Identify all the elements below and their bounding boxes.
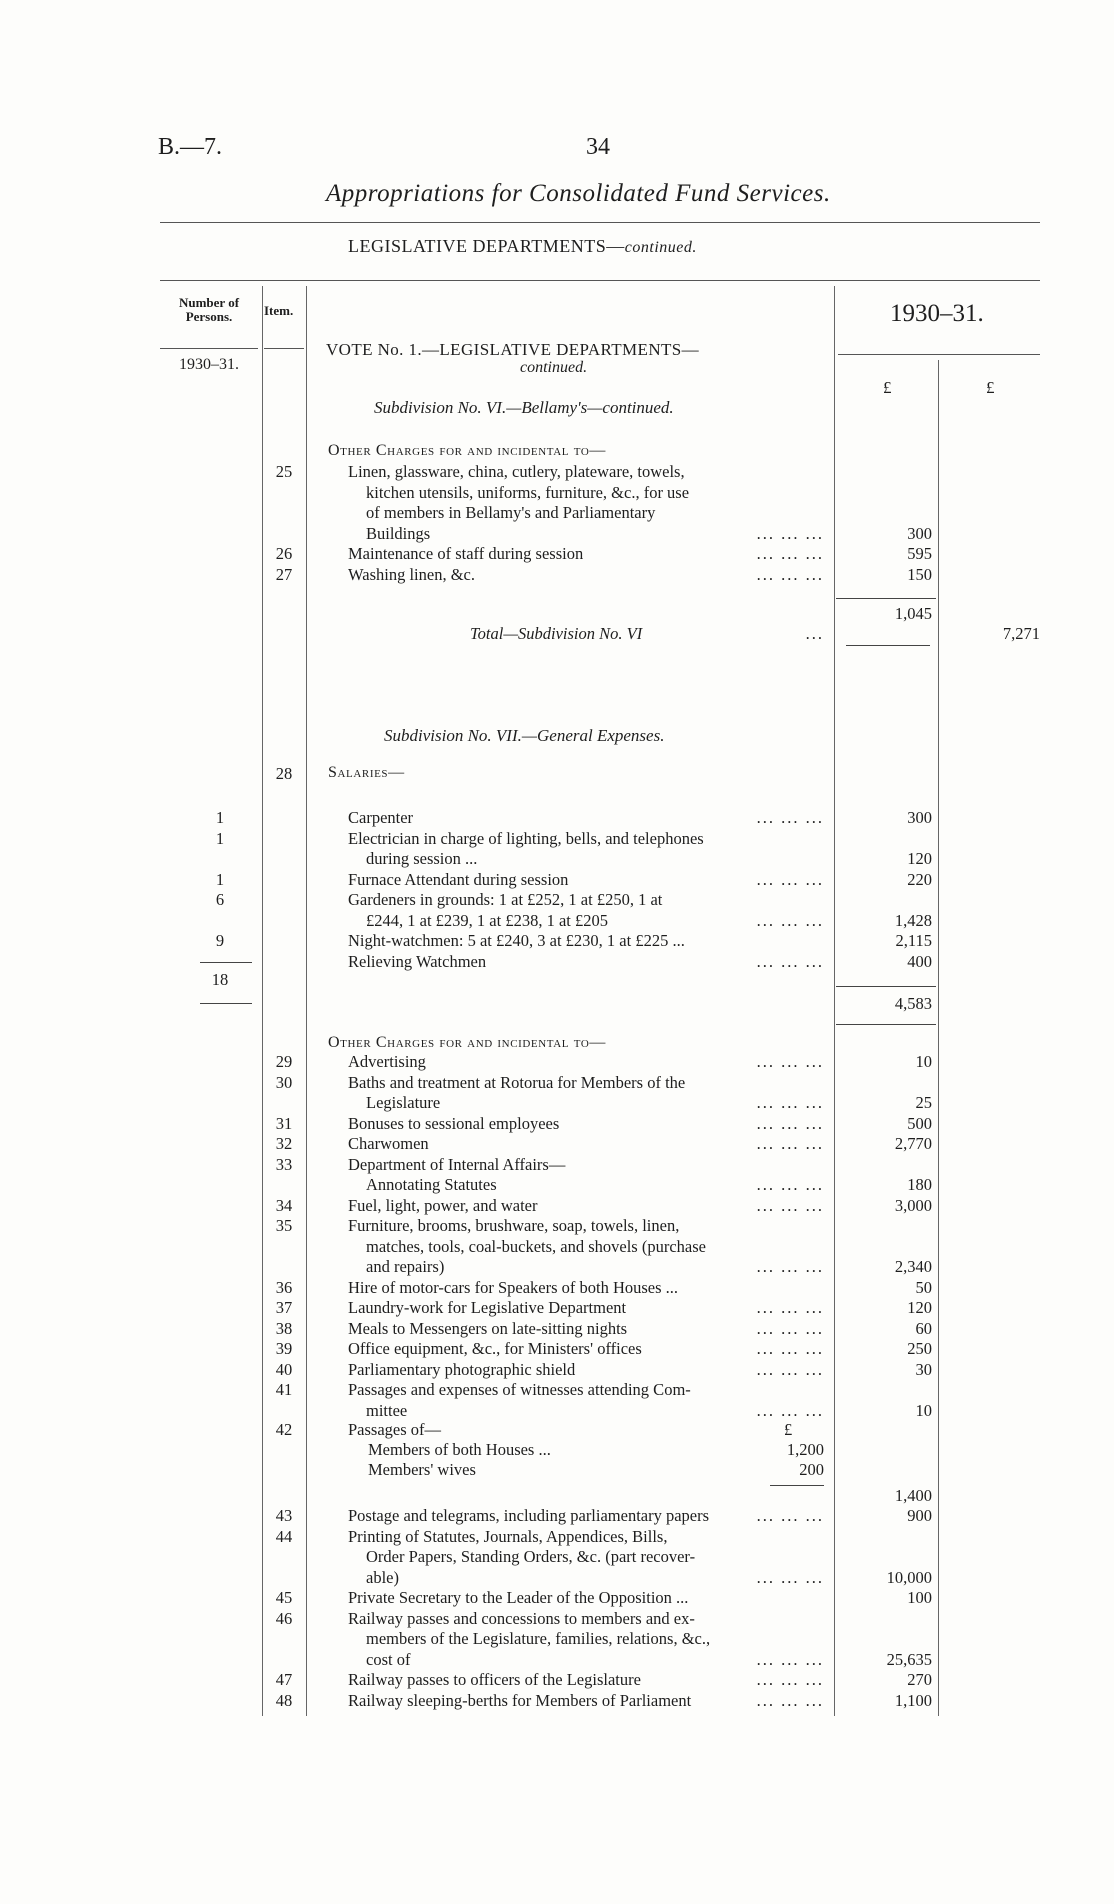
currency-label-2: £ — [986, 378, 995, 397]
table-row — [0, 1073, 1114, 1093]
row-description: Linen, glassware, china, cutlery, plateware, towels, — [348, 462, 824, 482]
row-description: able) ... ... ... — [348, 1568, 824, 1588]
salaries-item-number: 28 — [275, 764, 293, 783]
table-row — [0, 1114, 1114, 1134]
row-amount: 100 — [907, 1588, 932, 1607]
item-number: 37 — [275, 1298, 293, 1317]
table-row — [0, 462, 1114, 482]
persons-year: 1930–31. — [179, 356, 239, 373]
row-amount: 10,000 — [886, 1567, 932, 1587]
row-description: Night-watchmen: 5 at £240, 3 at £230, 1 at £225 ... — [348, 931, 824, 951]
item-number: 41 — [275, 1380, 293, 1399]
row-amount: 25,635 — [886, 1649, 932, 1669]
item-number: 27 — [275, 564, 293, 584]
item-number: 33 — [275, 1154, 293, 1174]
row-description: during session ... — [348, 849, 824, 869]
table-row — [0, 503, 1114, 523]
row-description: cost of ... ... ... — [348, 1650, 824, 1670]
row-amount: 120 — [907, 1298, 932, 1317]
row-description: Electrician in charge of lighting, bells, and telephones — [348, 829, 824, 849]
row-description: Bonuses to sessional employees ... ... ... — [348, 1113, 824, 1133]
row-description: Order Papers, Standing Orders, &c. (part recover- — [348, 1547, 824, 1567]
row-description: Charwomen ... ... ... — [348, 1134, 824, 1153]
row-description: Railway passes and concessions to members and ex- — [348, 1609, 824, 1629]
row-description: Department of Internal Affairs— — [348, 1155, 824, 1175]
table-row — [0, 1257, 1114, 1277]
subdivision-7-other-heading: Other Charges for and incidental to— — [328, 1034, 606, 1051]
item-number: 30 — [275, 1072, 293, 1092]
passages-members-label: Members of both Houses ... — [368, 1440, 551, 1459]
row-amount: 300 — [907, 523, 932, 543]
persons-count: 9 — [215, 931, 225, 950]
row-description: Furniture, brooms, brushware, soap, towels, linen, — [348, 1216, 824, 1236]
table-row — [0, 829, 1114, 849]
salaries-heading: Salaries— — [328, 764, 405, 781]
item-number: 34 — [275, 1195, 293, 1215]
row-description: and repairs) ... ... ... — [348, 1257, 824, 1277]
row-amount: 10 — [915, 1400, 932, 1420]
column-header-persons: Number of Persons. — [178, 295, 240, 324]
passages-wives-row — [0, 1460, 1114, 1480]
persons-count: 1 — [215, 808, 225, 827]
row-description: £244, 1 at £239, 1 at £238, 1 at £205 ... ... ... — [348, 911, 824, 931]
row-amount: 150 — [907, 564, 932, 584]
persons-total-rule-top — [200, 962, 252, 963]
table-row — [0, 483, 1114, 503]
row-amount: 2,115 — [895, 931, 932, 950]
subdivision-6-other-heading: Other Charges for and incidental to— — [328, 442, 606, 459]
vote-continued: continued. — [520, 359, 588, 376]
row-amount: 60 — [915, 1318, 932, 1338]
salaries-total-rule-bottom — [836, 1024, 936, 1025]
row-description: Legislature ... ... ... — [348, 1093, 824, 1113]
item-number: 35 — [275, 1216, 293, 1235]
table-row — [0, 1196, 1114, 1216]
table-row — [0, 1691, 1114, 1711]
table-row — [0, 1670, 1114, 1690]
table-row — [0, 808, 1114, 828]
row-description: Laundry-work for Legislative Department ... ... ... — [348, 1298, 824, 1317]
row-amount: 1,428 — [894, 910, 932, 930]
row-description: Maintenance of staff during session ... ... ... — [348, 544, 824, 563]
table-row — [0, 1568, 1114, 1588]
row-amount: 25 — [915, 1093, 932, 1112]
subdivision-6-subtotal-row — [0, 604, 1114, 624]
table-row — [0, 1052, 1114, 1072]
item-number: 31 — [275, 1113, 293, 1133]
table-row — [0, 1134, 1114, 1154]
table-row — [0, 1360, 1114, 1380]
item-header-rule — [264, 348, 304, 349]
table-row — [0, 1588, 1114, 1608]
table-row — [0, 1547, 1114, 1567]
subtotal-rule-top — [836, 598, 936, 599]
item-number: 29 — [275, 1052, 293, 1071]
salaries-heading-row — [0, 764, 1114, 784]
item-number: 43 — [275, 1506, 293, 1525]
passages-wives-label: Members' wives — [368, 1460, 476, 1479]
section-heading: LEGISLATIVE DEPARTMENTS—continued. — [348, 236, 697, 256]
row-description: Meals to Messengers on late-sitting nights ... ... ... — [348, 1318, 824, 1338]
row-amount: 300 — [907, 808, 932, 827]
table-row — [0, 1155, 1114, 1175]
row-amount: 1,100 — [894, 1690, 932, 1710]
item-number: 26 — [275, 544, 293, 563]
item-number: 32 — [275, 1134, 293, 1153]
table-row — [0, 1278, 1114, 1298]
row-description: Office equipment, &c., for Ministers' offices ... ... ... — [348, 1339, 824, 1358]
table-row — [0, 1339, 1114, 1359]
row-description: Hire of motor-cars for Speakers of both Houses ... — [348, 1278, 824, 1298]
row-description: kitchen utensils, uniforms, furniture, &c., for use — [348, 483, 824, 503]
table-row — [0, 1093, 1114, 1113]
document-code: B.—7. — [158, 134, 223, 160]
row-amount: 120 — [907, 849, 932, 868]
table-row — [0, 911, 1114, 931]
row-description: Buildings ... ... ... — [348, 524, 824, 544]
table-row — [0, 544, 1114, 564]
persons-count: 1 — [215, 869, 225, 889]
item-number: 45 — [275, 1588, 293, 1607]
row-amount: 2,340 — [894, 1257, 932, 1276]
persons-count: 1 — [215, 828, 225, 848]
page-number: 34 — [586, 134, 610, 160]
subdivision-6-total-label: Total—Subdivision No. VI ... — [470, 624, 824, 643]
persons-total: 18 — [211, 970, 229, 989]
table-row — [0, 1319, 1114, 1339]
page-title: Appropriations for Consolidated Fund Services. — [326, 180, 831, 207]
item-number: 44 — [275, 1526, 293, 1546]
table-row — [0, 931, 1114, 951]
row-amount: 10 — [915, 1052, 932, 1071]
row-description: Fuel, light, power, and water ... ... ... — [348, 1195, 824, 1215]
row-description: Advertising ... ... ... — [348, 1052, 824, 1071]
row-description: Baths and treatment at Rotorua for Members of the — [348, 1073, 824, 1093]
currency-label-1: £ — [883, 378, 892, 397]
subdivision-6-subtotal: 1,045 — [894, 604, 932, 623]
row-description: Passages and expenses of witnesses attending Com- — [348, 1380, 824, 1400]
row-description: Washing linen, &c. ... ... ... — [348, 564, 824, 584]
table-row — [0, 849, 1114, 869]
table-row — [0, 1527, 1114, 1547]
row-amount: 500 — [907, 1113, 932, 1133]
row-description: Annotating Statutes ... ... ... — [348, 1175, 824, 1195]
passages-total-row — [0, 1486, 1114, 1506]
table-row — [0, 1175, 1114, 1195]
table-row — [0, 565, 1114, 585]
row-amount: 400 — [907, 951, 932, 971]
row-amount: 220 — [907, 869, 932, 889]
row-description: Relieving Watchmen ... ... ... — [348, 951, 824, 971]
item-number: 36 — [275, 1277, 293, 1297]
row-description: Furnace Attendant during session ... ... ... — [348, 869, 824, 889]
passages-currency: £ — [784, 1420, 793, 1439]
row-description: matches, tools, coal-buckets, and shovels (purchase — [348, 1237, 824, 1257]
table-row — [0, 1216, 1114, 1236]
table-row — [0, 870, 1114, 890]
table-row — [0, 1506, 1114, 1526]
passages-wives-amount: 200 — [799, 1460, 824, 1479]
row-description: Railway sleeping-berths for Members of Parliament ... ... ... — [348, 1690, 824, 1710]
table-row — [0, 1609, 1114, 1629]
item-number: 46 — [275, 1608, 293, 1628]
salaries-total: 4,583 — [894, 994, 932, 1013]
row-amount: 2,770 — [894, 1134, 932, 1153]
row-description: Railway passes to officers of the Legislature ... ... ... — [348, 1670, 824, 1689]
table-top-rule — [160, 280, 1040, 281]
column-header-item: Item. — [264, 303, 294, 318]
item-number: 25 — [275, 462, 293, 481]
row-description: mittee ... ... ... — [348, 1401, 824, 1421]
row-amount: 595 — [907, 544, 932, 563]
row-amount: 50 — [915, 1277, 932, 1297]
table-row — [0, 1298, 1114, 1318]
passages-members-row — [0, 1440, 1114, 1460]
row-amount: 270 — [907, 1670, 932, 1689]
persons-total-row — [0, 970, 1114, 990]
subdivision-7-title: Subdivision No. VII.—General Expenses. — [384, 726, 665, 745]
row-amount: 250 — [907, 1339, 932, 1358]
table-row — [0, 1650, 1114, 1670]
item-number: 48 — [275, 1690, 293, 1710]
passages-row — [0, 1420, 1114, 1440]
row-amount: 3,000 — [894, 1195, 932, 1215]
row-description: Carpenter ... ... ... — [348, 808, 824, 827]
row-description: Postage and telegrams, including parliamentary papers ... ... ... — [348, 1506, 824, 1525]
passages-label: Passages of— — [348, 1420, 442, 1439]
title-rule — [160, 222, 1040, 223]
subtotal-rule-bottom — [846, 645, 930, 646]
salaries-total-row — [0, 994, 1114, 1014]
passages-item-number: 42 — [275, 1420, 293, 1439]
salaries-total-rule-top — [836, 986, 936, 987]
subdivision-6-total: 7,271 — [1002, 624, 1040, 643]
item-number: 39 — [275, 1339, 293, 1358]
item-number: 40 — [275, 1359, 293, 1379]
subdivision-6-total-row — [0, 624, 1114, 644]
passages-members-amount: 1,200 — [786, 1440, 824, 1459]
table-row — [0, 1380, 1114, 1400]
table-row — [0, 524, 1114, 544]
subdivision-6-title: Subdivision No. VI.—Bellamy's—continued. — [374, 398, 674, 417]
table-row — [0, 890, 1114, 910]
item-number: 38 — [275, 1318, 293, 1338]
table-row — [0, 1629, 1114, 1649]
row-amount: 180 — [907, 1175, 932, 1194]
item-number: 47 — [275, 1670, 293, 1689]
table-row — [0, 1237, 1114, 1257]
passages-total: 1,400 — [894, 1486, 932, 1505]
row-description: Printing of Statutes, Journals, Appendices, Bills, — [348, 1527, 824, 1547]
table-row — [0, 1401, 1114, 1421]
row-description: members of the Legislature, families, relations, &c., — [348, 1629, 824, 1649]
row-description: of members in Bellamy's and Parliamentary — [348, 503, 824, 523]
row-description: Parliamentary photographic shield ... ... ... — [348, 1359, 824, 1379]
column-header-year: 1930–31. — [890, 300, 984, 327]
row-description: Private Secretary to the Leader of the Opposition ... — [348, 1588, 824, 1608]
table-row — [0, 952, 1114, 972]
year-header-rule — [838, 354, 1040, 355]
vote-title: VOTE No. 1.—LEGISLATIVE DEPARTMENTS— — [326, 340, 700, 359]
persons-header-rule — [160, 348, 258, 349]
row-amount: 30 — [915, 1359, 932, 1379]
row-amount: 900 — [907, 1506, 932, 1525]
row-description: Gardeners in grounds: 1 at £252, 1 at £250, 1 at — [348, 890, 824, 910]
persons-count: 6 — [215, 890, 225, 909]
